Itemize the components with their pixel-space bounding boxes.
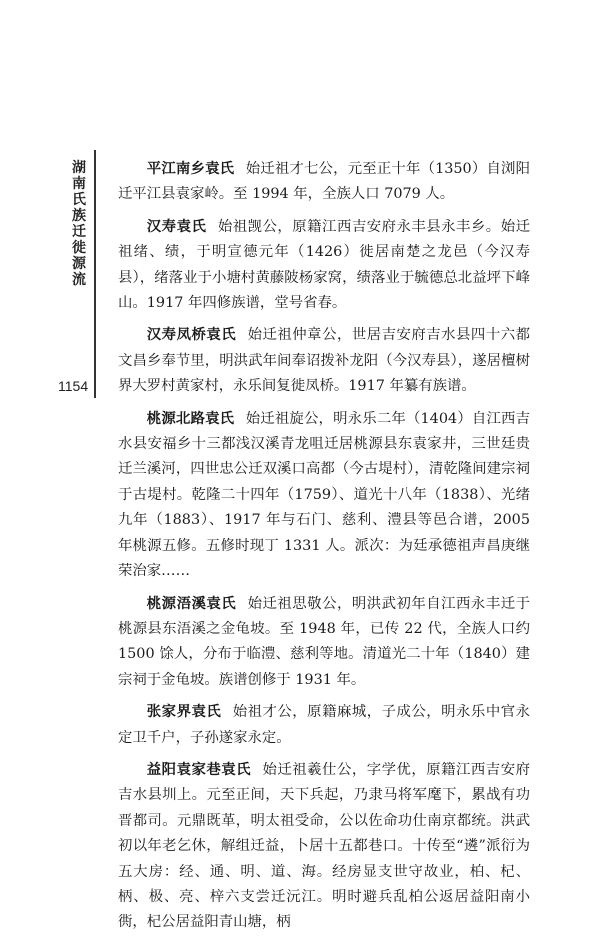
entry-heading: 桃源浯溪袁氏 (146, 594, 237, 612)
entry-text: 始迁祖才七公，元至正十年（1350）自浏阳迁平江县袁家岭。至 1994 年，全族人口 7079 人。 (118, 161, 530, 203)
page-number: 1154 (58, 378, 89, 394)
entry-text: 始迁祖羲仕公，字学优，原籍江西吉安府吉水县圳上。元至正间，天下兵起，乃隶马将军麾下，累战有功晋都司。元鼎既革，明太祖受命，公以佐命功仕南京都统。洪武初以年老乞休，解组迁益，卜居十五都巷口。十传至“遴”派衍为五大房：经、通、明、道、海。经房显支世守故业，柏、杞、柄、极、亮、梓六支尝迁沅江。明时避兵乱柏公返居益阳南小衖，杞公居益阳青山塘，柄 (118, 761, 530, 931)
entry-heading: 桃源北路袁氏 (146, 409, 235, 427)
entry (118, 214, 530, 317)
entry-heading: 张家界袁氏 (146, 703, 222, 721)
entry-heading: 益阳袁家巷袁氏 (146, 760, 251, 778)
entry-text: 始祖才公，原籍麻城，子成公，明永乐中官永定卫千户，子孙遂家永定。 (118, 704, 530, 746)
running-head: 湖南氏族迁徙源流 (72, 160, 86, 288)
page-body (118, 156, 530, 942)
entry-heading: 汉寿凤桥袁氏 (146, 326, 237, 344)
entry (118, 699, 530, 751)
entry (118, 156, 530, 208)
margin-rule (94, 150, 96, 398)
entry-text: 始迁祖思敬公，明洪武初年自江西永丰迁于桃源县东浯溪之金龟坡。至 1948 年，已传 22 代，全族人口约 1500 馀人，分布于临澧、慈利等地。清道光二十年（1840）建宗祠于金龟坡。族谱创修于 1931 年。 (118, 595, 530, 688)
entry-text: 始迁祖仲章公，世居吉安府吉水县四十六都文昌乡奉节里，明洪武年间奉诏拨补龙阳（今汉寿县），遂居檀树界大罗村黄家村，永乐间复徙凤桥。1917 年纂有族谱。 (118, 327, 530, 395)
entry (118, 406, 530, 585)
entry-heading: 平江南乡袁氏 (146, 160, 235, 177)
entry (118, 322, 530, 399)
entry (118, 591, 530, 694)
entry-text: 始迁祖旋公，明永乐二年（1404）自江西吉水县安福乡十三都浅汉溪青龙咀迁居桃源县东袁家井，三世廷贵迁兰溪河，四世忠公迁双溪口高都（今古堤村），清乾隆间建宗祠于古堤村。乾隆二十四年（1759）、道光十八年（1838）、光绪九年（1883）、1917 年与石门、慈利、澧县等邑合谱，2005 年桃源五修。五修时现丁 1331 人。派次：为廷承德祖声昌庚继荣治家…… (118, 410, 530, 580)
entry-heading: 汉寿袁氏 (146, 217, 207, 235)
entry-text: 始祖觊公，原籍江西吉安府永丰县永丰乡。始迁祖绪、绩，于明宣德元年（1426）徙居南楚之龙邑（今汉寿县），绪落业于小塘村黄藤陂杨家窝，绩落业于毓德总北益坪下峰山。1917 年四修族谱，堂号省春。 (118, 218, 530, 312)
